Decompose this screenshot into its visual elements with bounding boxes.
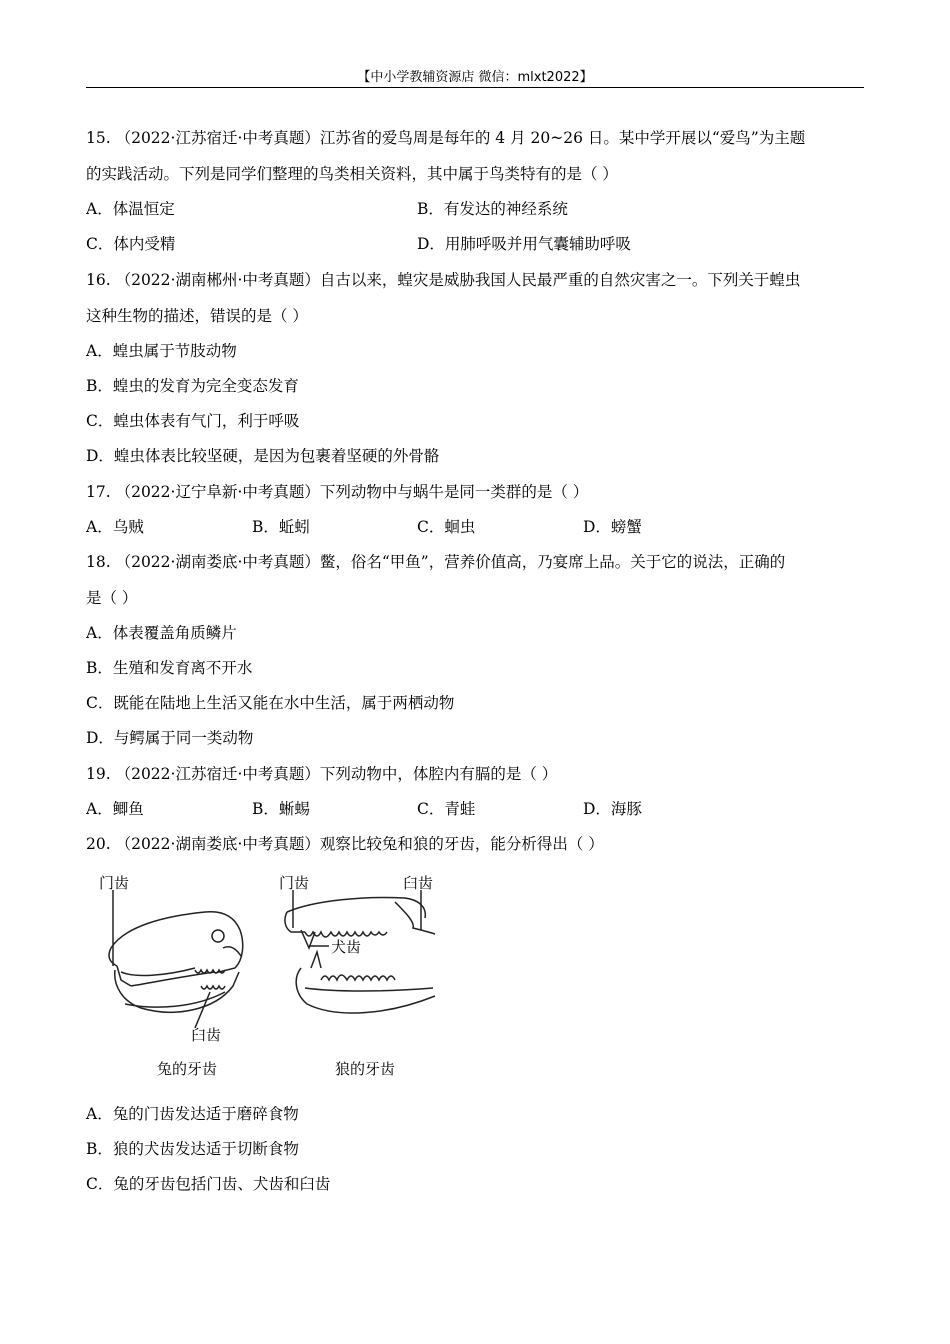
rabbit-molar-label: 臼齿 [191, 1026, 222, 1044]
page-header: 【中小学教辅资源店 微信：mlxt2022】 [357, 70, 593, 85]
teeth-diagram [95, 868, 455, 1083]
q17-option-c: C．蛔虫 [417, 518, 476, 536]
q19-option-d: D．海豚 [583, 800, 642, 818]
q20-stem: 20. （2022·湖南娄底·中考真题）观察比较兔和狼的牙齿，能分析得出（ ） [86, 835, 604, 853]
q15-option-d: D．用肺呼吸并用气囊辅助呼吸 [417, 235, 631, 253]
q15-stem-line1: 15. （2022·江苏宿迁·中考真题）江苏省的爱鸟周是每年的 4 月 20~26 日。某中学开展以“爱鸟”为主题 [86, 129, 806, 147]
q18-option-d: D．与鳄属于同一类动物 [86, 729, 254, 747]
q15-stem-line2: 的实践活动。下列是同学们整理的鸟类相关资料，其中属于鸟类特有的是（ ） [86, 165, 618, 183]
teeth-comparison-figure [95, 868, 455, 1083]
q19-stem: 19. （2022·江苏宿迁·中考真题）下列动物中，体腔内有膈的是（ ） [86, 765, 558, 783]
q18-stem-line1: 18. （2022·湖南娄底·中考真题）鳖，俗名“甲鱼”，营养价值高，乃宴席上品。关于它的说法，正确的 [86, 553, 786, 571]
q18-option-c: C．既能在陆地上生活又能在水中生活，属于两栖动物 [86, 694, 455, 712]
q17-stem: 17. （2022·辽宁阜新·中考真题）下列动物中与蜗牛是同一类群的是（ ） [86, 483, 589, 501]
q17-option-b: B．蚯蚓 [252, 518, 310, 536]
q18-option-a: A．体表覆盖角质鳞片 [86, 624, 237, 642]
rabbit-teeth-caption: 兔的牙齿 [157, 1060, 218, 1078]
q18-option-b: B．生殖和发育离不开水 [86, 659, 253, 677]
wolf-molar-label: 臼齿 [403, 874, 434, 892]
q16-option-d: D．蝗虫体表比较坚硬，是因为包裹着坚硬的外骨骼 [86, 447, 440, 465]
q17-option-d: D．螃蟹 [583, 518, 642, 536]
q16-stem-line1: 16. （2022·湖南郴州·中考真题）自古以来，蝗灾是威胁我国人民最严重的自然灾害之一。下列关于蝗虫 [86, 271, 801, 289]
q16-option-a: A．蝗虫属于节肢动物 [86, 342, 237, 360]
wolf-canine-label: 犬齿 [331, 938, 362, 956]
q16-stem-line2: 这种生物的描述，错误的是（ ） [86, 307, 308, 325]
q20-option-b: B．狼的犬齿发达适于切断食物 [86, 1140, 299, 1158]
q17-option-a: A．乌贼 [86, 518, 144, 536]
q15-option-a: A．体温恒定 [86, 200, 175, 218]
header-divider [86, 87, 864, 88]
wolf-incisor-label: 门齿 [279, 874, 310, 892]
rabbit-molar-pointer [195, 992, 210, 1028]
q16-option-c: C．蝗虫体表有气门，利于呼吸 [86, 412, 300, 430]
q19-option-c: C．青蛙 [417, 800, 476, 818]
q19-option-b: B．蜥蜴 [252, 800, 310, 818]
q16-option-b: B．蝗虫的发育为完全变态发育 [86, 377, 299, 395]
q15-option-b: B．有发达的神经系统 [417, 200, 568, 218]
q19-option-a: A．鲫鱼 [86, 800, 144, 818]
wolf-teeth-caption: 狼的牙齿 [335, 1060, 396, 1078]
q18-stem-line2: 是（ ） [86, 589, 138, 607]
rabbit-incisor-label: 门齿 [99, 874, 130, 892]
q15-option-c: C．体内受精 [86, 235, 176, 253]
q20-option-a: A．兔的门齿发达适于磨碎食物 [86, 1105, 299, 1123]
rabbit-skull-drawing [109, 912, 243, 1013]
q20-option-c: C．兔的牙齿包括门齿、犬齿和臼齿 [86, 1175, 331, 1193]
